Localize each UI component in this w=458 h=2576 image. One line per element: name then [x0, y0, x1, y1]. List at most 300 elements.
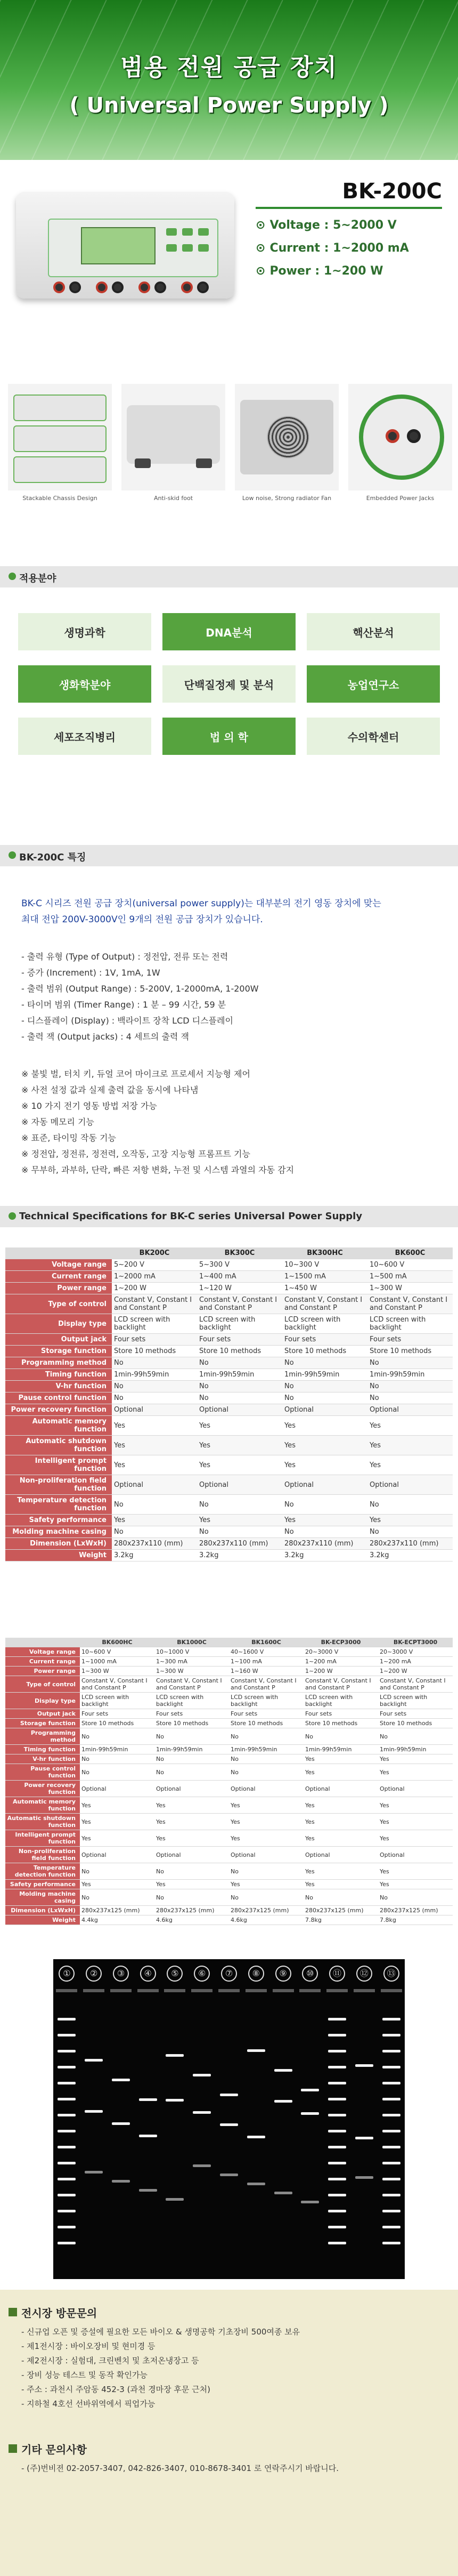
table-cell: LCD screen with backlight — [378, 1693, 453, 1709]
table-cell: Yes — [378, 1814, 453, 1830]
dna-band — [382, 2194, 400, 2196]
dna-band — [112, 2079, 130, 2081]
table-row — [5, 1475, 453, 1495]
device-button — [182, 244, 193, 252]
row-label: Weight — [5, 1915, 80, 1925]
table-cell: LCD screen with backlight — [367, 1314, 453, 1334]
table-row — [5, 1657, 453, 1667]
hero-title-english: ( Universal Power Supply ) — [69, 93, 389, 118]
row-label: Molding machine casing — [5, 1889, 80, 1906]
product-image — [16, 181, 240, 309]
table-cell: No — [229, 1863, 304, 1880]
table-cell: 40~1600 V — [229, 1647, 304, 1657]
feature-item: - 출력 잭 (Output jacks) : 4 세트의 출력 잭 — [21, 1032, 189, 1042]
row-label: Temperature detection function — [5, 1495, 112, 1515]
row-label: Pause control function — [5, 1392, 112, 1404]
dna-band — [112, 2122, 130, 2125]
table-row — [5, 1404, 453, 1416]
dna-band — [193, 2074, 211, 2076]
device-jack — [112, 281, 124, 293]
row-label: Power recovery function — [5, 1404, 112, 1416]
lane-number: ② — [86, 1966, 102, 1982]
feature-item: - 출력 유형 (Type of Output) : 정전압, 전류 또는 전력 — [21, 952, 228, 962]
table-cell: Constant V, Constant I and Constant P — [197, 1294, 282, 1314]
table-cell: 280x237x125 (mm) — [80, 1906, 154, 1915]
table-cell: 4.6kg — [154, 1915, 229, 1925]
table-cell: No — [282, 1495, 367, 1515]
photo-fan — [235, 384, 339, 512]
table-cell: No — [154, 1889, 229, 1906]
table-cell: No — [229, 1889, 304, 1906]
device-jack — [96, 281, 108, 293]
table-cell: 1~300 mA — [154, 1657, 229, 1667]
dna-band — [328, 2178, 346, 2180]
table-cell: No — [80, 1728, 154, 1745]
table-row — [5, 1283, 453, 1294]
spec-current-text: Current : 1~2000 mA — [269, 241, 409, 255]
gel-electrophoresis-image — [53, 1959, 405, 2279]
table-cell: Store 10 methods — [229, 1719, 304, 1728]
table-cell: 280x237x125 (mm) — [378, 1906, 453, 1915]
table-cell: Optional — [229, 1847, 304, 1863]
table-cell: 3.2kg — [197, 1550, 282, 1561]
lane-number: ⑧ — [248, 1966, 264, 1982]
target-icon: ⊙ — [256, 241, 266, 255]
dna-band — [382, 2146, 400, 2148]
photo-caption: Low noise, Strong radiator Fan — [242, 495, 332, 502]
table-row — [5, 1693, 453, 1709]
dna-band — [301, 2112, 319, 2115]
table-row — [5, 1259, 453, 1271]
dna-band — [85, 2059, 103, 2062]
footer-title-showroom: 전시장 방문문의 — [21, 2307, 97, 2320]
app-cell: 농업연구소 — [307, 665, 440, 703]
footer-showroom-lines — [21, 2325, 300, 2411]
table-cell: 1~160 W — [229, 1667, 304, 1676]
table-row — [5, 1416, 453, 1436]
table-row — [5, 1526, 453, 1538]
table-cell: Yes — [197, 1416, 282, 1436]
row-label: Display type — [5, 1314, 112, 1334]
table-cell: 1~200 mA — [378, 1657, 453, 1667]
table-cell: Yes — [80, 1880, 154, 1889]
table-cell: No — [154, 1863, 229, 1880]
section-header-applications — [0, 566, 458, 587]
header-model: BK600C — [367, 1247, 453, 1259]
dna-band — [328, 2162, 346, 2164]
table-cell: No — [367, 1526, 453, 1538]
feature-intro-line: 최대 전압 200V-3000V인 9개의 전원 공급 장치가 있습니다. — [21, 914, 263, 925]
table-cell: LCD screen with backlight — [112, 1314, 197, 1334]
dna-band — [166, 2198, 184, 2201]
table-cell: Store 10 methods — [80, 1719, 154, 1728]
header-model: BK600HC — [80, 1638, 154, 1647]
dna-band — [328, 2242, 346, 2244]
row-label: Dimension (LxWxH) — [5, 1538, 112, 1550]
table-cell: Optional — [378, 1781, 453, 1797]
dna-band — [382, 2242, 400, 2244]
table-cell: Yes — [304, 1754, 378, 1764]
table-cell: No — [80, 1754, 154, 1764]
table-cell: Yes — [229, 1797, 304, 1814]
table-cell: No — [112, 1357, 197, 1369]
table-cell: Yes — [282, 1455, 367, 1475]
table-cell: Yes — [229, 1814, 304, 1830]
dna-band — [382, 2066, 400, 2068]
table-cell: Yes — [378, 1754, 453, 1764]
feature-item: - 디스플레이 (Display) : 백라이트 장착 LCD 디스플레이 — [21, 1016, 233, 1026]
table-cell: Yes — [112, 1515, 197, 1526]
feature-photo-strip — [0, 384, 458, 533]
target-icon: ⊙ — [256, 264, 266, 278]
table-cell: No — [197, 1495, 282, 1515]
table-cell: 10~600 V — [367, 1259, 453, 1271]
table-cell: 1~450 W — [282, 1283, 367, 1294]
dna-band — [328, 2226, 346, 2228]
header-model: BK-ECPT3000 — [378, 1638, 453, 1647]
row-label: Timing function — [5, 1745, 80, 1754]
row-label: Automatic memory function — [5, 1797, 80, 1814]
device-jack — [53, 281, 65, 293]
spec-power-text: Power : 1~200 W — [269, 264, 383, 278]
table-cell: Yes — [80, 1797, 154, 1814]
table-row — [5, 1334, 453, 1346]
device-jack — [154, 281, 166, 293]
table-cell: Optional — [112, 1475, 197, 1495]
row-label: Molding machine casing — [5, 1526, 112, 1538]
dna-band — [355, 2137, 373, 2139]
table-row — [5, 1676, 453, 1693]
table-cell: No — [80, 1863, 154, 1880]
dna-band — [58, 2178, 76, 2180]
dna-band — [382, 2098, 400, 2100]
table-cell: No — [378, 1728, 453, 1745]
dna-band — [382, 2130, 400, 2132]
table-cell: Yes — [304, 1814, 378, 1830]
section-title: Technical Specifications for BK-C series Universal Power Supply — [19, 1211, 363, 1222]
photo-caption: Stackable Chassis Design — [22, 495, 97, 502]
row-label: Safety performance — [5, 1880, 80, 1889]
table-cell: Constant V, Constant I and Constant P — [80, 1676, 154, 1693]
dna-band — [193, 2164, 211, 2167]
feature-item: ※ 사전 설정 값과 실제 출력 값을 동시에 나타냄 — [21, 1085, 199, 1095]
table-row — [5, 1550, 453, 1561]
table-cell: 1~100 mA — [229, 1657, 304, 1667]
dna-band — [58, 2114, 76, 2116]
app-cell: 생명과학 — [18, 613, 151, 650]
feature-item: ※ 무부하, 과부하, 단락, 빠른 저항 변화, 누전 및 시스템 과열의 자동 감지 — [21, 1165, 295, 1175]
table-cell: 1~300 W — [367, 1283, 453, 1294]
row-label: Intelligent prompt function — [5, 1455, 112, 1475]
table-cell: 5~200 V — [112, 1259, 197, 1271]
table-cell: 1~300 W — [154, 1667, 229, 1676]
table-cell: Yes — [282, 1515, 367, 1526]
dna-band — [274, 2100, 292, 2103]
dna-band — [58, 2082, 76, 2084]
table-row — [5, 1314, 453, 1334]
section-title: 적용분야 — [19, 573, 56, 584]
table-cell: 3.2kg — [282, 1550, 367, 1561]
table-cell: No — [304, 1728, 378, 1745]
gel-well — [191, 1989, 212, 1992]
section-header-specs — [0, 1206, 458, 1227]
table-row — [5, 1515, 453, 1526]
gel-well — [110, 1989, 132, 1992]
device-body — [16, 192, 234, 299]
table-row — [5, 1709, 453, 1719]
model-spec-box — [256, 179, 442, 278]
table-cell: 1~200 W — [112, 1283, 197, 1294]
feature-item: ※ 자동 메모리 기능 — [21, 1117, 94, 1127]
dna-band — [382, 2114, 400, 2116]
row-label: Programming method — [5, 1357, 112, 1369]
table-cell: Yes — [378, 1797, 453, 1814]
row-label: Programming method — [5, 1728, 80, 1745]
table-cell: No — [282, 1392, 367, 1404]
gel-well — [56, 1989, 77, 1992]
table-cell: 280x237x110 (mm) — [197, 1538, 282, 1550]
table-cell: 5~300 V — [197, 1259, 282, 1271]
dna-band — [382, 2050, 400, 2052]
row-label: Automatic shutdown function — [5, 1814, 80, 1830]
row-label: Pause control function — [5, 1764, 80, 1781]
table-cell: 3.2kg — [112, 1550, 197, 1561]
table-cell: 1~1500 mA — [282, 1271, 367, 1283]
table-row — [5, 1880, 453, 1889]
table-cell: Yes — [282, 1416, 367, 1436]
table-row — [5, 1392, 453, 1404]
row-label: Non-proliferation field function — [5, 1475, 112, 1495]
spec-current — [256, 241, 442, 255]
dna-band — [328, 2082, 346, 2084]
photo-stackable — [8, 384, 112, 512]
dna-band — [328, 2210, 346, 2212]
table-cell: Yes — [154, 1830, 229, 1847]
dna-band — [193, 2111, 211, 2114]
table-cell: Optional — [154, 1781, 229, 1797]
table-cell: No — [197, 1392, 282, 1404]
table-row — [5, 1647, 453, 1657]
app-cell: 핵산분석 — [307, 613, 440, 650]
feature-intro — [21, 896, 437, 928]
dna-band — [382, 2210, 400, 2212]
device-button — [166, 244, 177, 252]
table-cell: Yes — [367, 1515, 453, 1526]
section-title: BK-200C 특징 — [19, 852, 86, 863]
header-model: BK1600C — [229, 1638, 304, 1647]
table-cell: 10~300 V — [282, 1259, 367, 1271]
app-cell: 단백질정제 및 분석 — [162, 665, 296, 703]
table-row — [5, 1889, 453, 1906]
dna-band — [247, 2183, 265, 2185]
dna-band — [382, 2178, 400, 2180]
gel-well — [326, 1989, 348, 1992]
spec-voltage — [256, 219, 442, 232]
table-cell: LCD screen with backlight — [304, 1693, 378, 1709]
photo-caption: Anti-skid foot — [153, 495, 193, 502]
table-row — [5, 1745, 453, 1754]
table-row — [5, 1495, 453, 1515]
table-row — [5, 1667, 453, 1676]
dna-band — [328, 2146, 346, 2148]
table-cell: 280x237x110 (mm) — [367, 1538, 453, 1550]
table-row — [5, 1271, 453, 1283]
section-marker-icon — [9, 2308, 17, 2316]
table-cell: Yes — [378, 1830, 453, 1847]
dna-band — [301, 2089, 319, 2091]
gel-well — [218, 1989, 240, 1992]
device-jack — [69, 281, 81, 293]
table-cell: No — [80, 1764, 154, 1781]
table-cell: Yes — [304, 1830, 378, 1847]
table-cell: Constant V, Constant I and Constant P — [367, 1294, 453, 1314]
footer-inquiry-lines — [21, 2461, 339, 2476]
model-name: BK-200C — [256, 179, 442, 209]
gel-well — [381, 1989, 402, 1992]
table-cell: No — [112, 1392, 197, 1404]
footer-line: - 장비 성능 테스트 및 동작 확인가능 — [21, 2370, 148, 2380]
table-cell: No — [229, 1728, 304, 1745]
device-jack — [181, 281, 193, 293]
dna-band — [58, 2146, 76, 2148]
header-model: BK300C — [197, 1247, 282, 1259]
table-cell: Yes — [304, 1863, 378, 1880]
table-cell: No — [112, 1381, 197, 1392]
lane-number: ⑤ — [167, 1966, 183, 1982]
table-cell: Yes — [80, 1814, 154, 1830]
row-label: V-hr function — [5, 1754, 80, 1764]
feature-item: - 증가 (Increment) : 1V, 1mA, 1W — [21, 968, 160, 978]
table-cell: Yes — [197, 1436, 282, 1455]
table-cell: 7.8kg — [378, 1915, 453, 1925]
table-cell: 10~600 V — [80, 1647, 154, 1657]
row-label: Safety performance — [5, 1515, 112, 1526]
table-cell: LCD screen with backlight — [154, 1693, 229, 1709]
contact-footer — [0, 2290, 458, 2576]
table-cell: Yes — [112, 1455, 197, 1475]
table-cell: Yes — [229, 1830, 304, 1847]
table-cell: Constant V, Constant I and Constant P — [304, 1676, 378, 1693]
table-row — [5, 1719, 453, 1728]
table-cell: 1~300 W — [80, 1667, 154, 1676]
spec-table-1 — [5, 1247, 453, 1561]
feature-item: ※ 불빛 벌, 터치 키, 듀얼 코어 마이크로 프로세서 지능형 제어 — [21, 1069, 250, 1079]
dna-band — [58, 2098, 76, 2100]
device-jacks-image — [348, 384, 452, 490]
row-label: Voltage range — [5, 1259, 112, 1271]
table-cell: Yes — [197, 1455, 282, 1475]
table-cell: 4.6kg — [229, 1915, 304, 1925]
table-cell: No — [367, 1381, 453, 1392]
dna-band — [328, 2018, 346, 2020]
dna-band — [58, 2242, 76, 2244]
dna-band — [382, 2082, 400, 2084]
dna-band — [328, 2098, 346, 2100]
table-cell: LCD screen with backlight — [80, 1693, 154, 1709]
table-cell: Store 10 methods — [282, 1346, 367, 1357]
dna-band — [382, 2162, 400, 2164]
header-blank — [5, 1638, 80, 1647]
lane-number: ⑫ — [356, 1966, 372, 1982]
device-button — [198, 244, 209, 252]
table-cell: Store 10 methods — [112, 1346, 197, 1357]
table-cell: 280x237x125 (mm) — [229, 1906, 304, 1915]
dna-band — [382, 2034, 400, 2036]
table-cell: 1min-99h59min — [112, 1369, 197, 1381]
dna-band — [382, 2226, 400, 2228]
header-model: BK-ECP3000 — [304, 1638, 378, 1647]
device-button — [198, 228, 209, 236]
table-cell: 4.4kg — [80, 1915, 154, 1925]
row-label: Storage function — [5, 1346, 112, 1357]
header-blank — [5, 1247, 112, 1259]
table-cell: No — [154, 1764, 229, 1781]
dna-band — [328, 2130, 346, 2132]
table-cell: Yes — [282, 1436, 367, 1455]
dna-band — [247, 2136, 265, 2138]
row-label: Current range — [5, 1271, 112, 1283]
lane-number: ⑥ — [194, 1966, 210, 1982]
table-cell: 1~200 mA — [304, 1657, 378, 1667]
header-model: BK1000C — [154, 1638, 229, 1647]
photo-jacks — [348, 384, 452, 512]
bullet-icon — [9, 851, 16, 859]
footer-title-inquiry: 기타 문의사항 — [21, 2443, 87, 2456]
table-header-row — [5, 1638, 453, 1647]
lane-number: ⑦ — [221, 1966, 237, 1982]
row-label: Temperature detection function — [5, 1863, 80, 1880]
table-row — [5, 1830, 453, 1847]
table-cell: 1min-99h59min — [367, 1369, 453, 1381]
table-cell: No — [367, 1357, 453, 1369]
table-cell: No — [80, 1889, 154, 1906]
table-cell: Optional — [378, 1847, 453, 1863]
table-cell: No — [154, 1728, 229, 1745]
table-body — [5, 1647, 453, 1925]
table-row — [5, 1728, 453, 1745]
table-cell: No — [197, 1357, 282, 1369]
header-model: BK300HC — [282, 1247, 367, 1259]
table-cell: Optional — [367, 1475, 453, 1495]
spec-power — [256, 264, 442, 278]
table-row — [5, 1436, 453, 1455]
feature-list-specs — [21, 949, 437, 1045]
table-cell: 1min-99h59min — [80, 1745, 154, 1754]
table-cell: 280x237x110 (mm) — [282, 1538, 367, 1550]
device-fan-image — [235, 384, 339, 490]
table-cell: 10~1000 V — [154, 1647, 229, 1657]
table-cell: Four sets — [80, 1709, 154, 1719]
table-cell: No — [112, 1495, 197, 1515]
dna-band — [58, 2066, 76, 2068]
table-cell: No — [378, 1889, 453, 1906]
dna-band — [355, 2176, 373, 2179]
row-label: Non-proliferation field function — [5, 1847, 80, 1863]
feature-list-functions — [21, 1066, 437, 1178]
device-jack — [138, 281, 150, 293]
row-label: Display type — [5, 1693, 80, 1709]
table-cell: Optional — [80, 1847, 154, 1863]
feature-item: - 타이머 범위 (Timer Range) : 1 분 – 99 시간, 59 분 — [21, 1000, 226, 1010]
table-cell: Yes — [378, 1863, 453, 1880]
table-cell: Yes — [378, 1764, 453, 1781]
table-row — [5, 1294, 453, 1314]
table-cell: 1~500 mA — [367, 1271, 453, 1283]
footer-line: - 지하철 4호선 선바위역에서 픽업가능 — [21, 2399, 156, 2409]
table-cell: Optional — [80, 1781, 154, 1797]
table-cell: No — [154, 1754, 229, 1764]
lane-number: ③ — [113, 1966, 129, 1982]
